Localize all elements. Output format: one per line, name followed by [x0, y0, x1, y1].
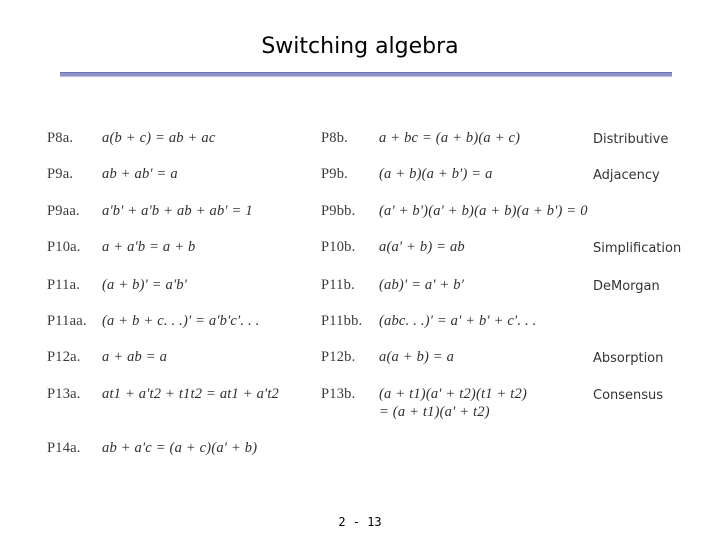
law-name: Simplification — [593, 241, 682, 256]
law-equation: at1 + a't2 + t1t2 = at1 + a't2 — [102, 386, 280, 402]
law-label: P14a. — [47, 440, 81, 456]
law-label: P9a. — [47, 166, 74, 182]
law-equation-continued: = (a + t1)(a' + t2) — [379, 404, 490, 420]
law-equation: a + ab = a — [102, 349, 168, 365]
law-label: P12a. — [47, 349, 81, 365]
law-label: P9aa. — [47, 203, 80, 219]
law-label: P12b. — [321, 349, 356, 365]
law-equation: (a + b)(a + b') = a — [379, 166, 493, 182]
law-label: P13a. — [47, 386, 81, 402]
law-name: Distributive — [593, 132, 669, 147]
law-name: Consensus — [593, 388, 664, 403]
law-label: P9b. — [321, 166, 348, 182]
law-equation: (abc. . .)' = a' + b' + c'. . . — [379, 313, 537, 329]
law-label: P11bb. — [321, 313, 363, 329]
law-label: P8a. — [47, 130, 74, 146]
title-divider — [60, 72, 672, 77]
law-equation: ab + ab' = a — [102, 166, 178, 182]
law-label: P9bb. — [321, 203, 356, 219]
law-label: P10b. — [321, 239, 356, 255]
law-equation: a(a + b) = a — [379, 349, 455, 365]
law-label: P11aa. — [47, 313, 87, 329]
law-label: P10a. — [47, 239, 81, 255]
law-name: DeMorgan — [593, 279, 660, 294]
law-name: Absorption — [593, 351, 664, 366]
law-equation: (a' + b')(a' + b)(a + b)(a + b') = 0 — [379, 203, 588, 219]
law-equation: (a + b)' = a'b' — [102, 277, 188, 293]
slide-title: Switching algebra — [261, 34, 459, 59]
law-equation: (a + b + c. . .)' = a'b'c'. . . — [102, 313, 260, 329]
law-equation: a + bc = (a + b)(a + c) — [379, 130, 521, 146]
law-label: P8b. — [321, 130, 348, 146]
law-equation: a(a' + b) = ab — [379, 239, 465, 255]
law-equation: a(b + c) = ab + ac — [102, 130, 216, 146]
page-number: 2 - 13 — [338, 515, 382, 529]
law-equation: a'b' + a'b + ab + ab' = 1 — [102, 203, 253, 219]
law-equation: a + a'b = a + b — [102, 239, 196, 255]
law-equation: (ab)' = a' + b' — [379, 277, 465, 293]
law-label: P11a. — [47, 277, 81, 293]
law-name: Adjacency — [593, 168, 660, 183]
law-label: P13b. — [321, 386, 356, 402]
law-equation: (a + t1)(a' + t2)(t1 + t2) — [379, 386, 527, 402]
law-label: P11b. — [321, 277, 355, 293]
law-equation: ab + a'c = (a + c)(a' + b) — [102, 440, 258, 456]
